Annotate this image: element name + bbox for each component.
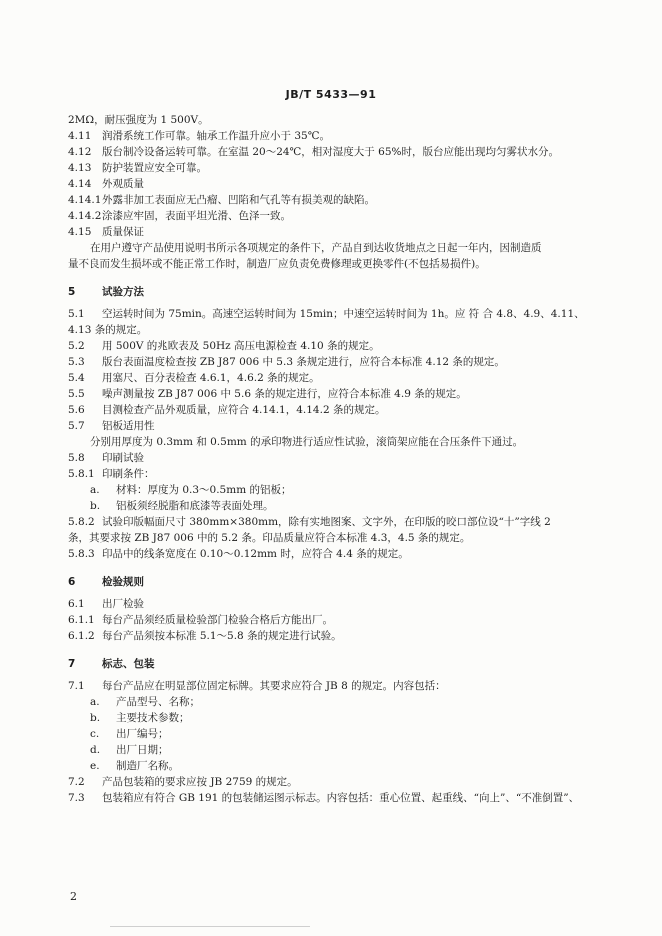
text-line xyxy=(68,530,602,546)
section-heading xyxy=(68,574,602,590)
line-text: 版台制冷设备运转可靠。在室温 20～24℃，相对湿度大于 65%时，版台应能出现均匀雾状水分。 xyxy=(102,146,559,158)
text-line xyxy=(68,678,602,694)
line-text: 每台产品须经质量检验部门检验合格后方能出厂。 xyxy=(102,614,333,626)
line-text: 包装箱应有符合 GB 191 的包装储运图示标志。内容包括：重心位置、起重线、“向上”、“不准倒置”、 xyxy=(102,792,580,804)
line-text: 出厂编号； xyxy=(116,728,169,740)
text-line xyxy=(68,224,602,240)
text-line xyxy=(68,192,602,208)
list-label: d. xyxy=(90,744,101,756)
text-line xyxy=(68,546,602,562)
clause-number: 4.14.2 xyxy=(68,210,102,222)
clause-number: 5.1 xyxy=(68,308,85,320)
clause-number: 6.1.2 xyxy=(68,630,95,642)
line-text: 印刷试验 xyxy=(102,452,144,464)
line-text: 铝板须经脱脂和底漆等表面处理。 xyxy=(116,500,274,512)
document-body xyxy=(68,112,602,806)
list-label: a. xyxy=(90,484,100,496)
text-line xyxy=(68,386,602,402)
clause-number: 5.3 xyxy=(68,356,85,368)
section-heading xyxy=(68,656,602,672)
list-label: e. xyxy=(90,760,100,772)
text-line xyxy=(68,370,602,386)
text-line xyxy=(68,418,602,434)
list-label: b. xyxy=(90,712,101,724)
line-text: 防护装置应安全可靠。 xyxy=(102,162,207,174)
text-line xyxy=(68,612,602,628)
text-line xyxy=(68,160,602,176)
line-text: 试验方法 xyxy=(102,286,144,298)
scan-artifact-line xyxy=(110,926,310,927)
text-line xyxy=(68,758,602,774)
spacer xyxy=(68,272,602,284)
line-text: 出厂日期； xyxy=(116,744,169,756)
line-text: 润滑系统工作可靠。轴承工作温升应小于 35℃。 xyxy=(102,130,330,142)
line-text: 制造厂名称。 xyxy=(116,760,179,772)
text-line xyxy=(68,790,602,806)
line-text: 质量保证 xyxy=(102,226,144,238)
clause-number: 4.15 xyxy=(68,226,92,238)
page-header: JB/T 5433—91 xyxy=(285,88,377,101)
line-text: 印品中的线条宽度在 0.10～0.12mm 时，应符合 4.4 条的规定。 xyxy=(102,548,409,560)
text-line xyxy=(68,128,602,144)
clause-number: 6 xyxy=(68,576,76,588)
text-line xyxy=(68,354,602,370)
clause-number: 5.2 xyxy=(68,340,85,352)
clause-number: 7.3 xyxy=(68,792,85,804)
section-heading xyxy=(68,284,602,300)
text-line xyxy=(68,322,602,338)
list-label: c. xyxy=(90,728,100,740)
line-text: 每台产品须按本标准 5.1～5.8 条的规定进行试验。 xyxy=(102,630,342,642)
text-line xyxy=(68,176,602,192)
clause-number: 5 xyxy=(68,286,76,298)
clause-number: 5.6 xyxy=(68,404,85,416)
spacer xyxy=(68,562,602,574)
text-line xyxy=(68,596,602,612)
text-line xyxy=(68,774,602,790)
text-line xyxy=(68,694,602,710)
clause-number: 4.14.1 xyxy=(68,194,102,206)
clause-number: 4.12 xyxy=(68,146,92,158)
clause-number: 4.13 xyxy=(68,162,92,174)
line-text: 版台表面温度检查按 ZB J87 006 中 5.3 条规定进行，应符合本标准 4.12 条的规定。 xyxy=(102,356,505,368)
text-line xyxy=(68,402,602,418)
clause-number: 4.11 xyxy=(68,130,92,142)
line-text: 4.13 条的规定。 xyxy=(68,324,148,336)
text-line xyxy=(68,710,602,726)
clause-number: 5.8.3 xyxy=(68,548,95,560)
clause-number: 5.8.2 xyxy=(68,516,95,528)
text-line xyxy=(68,450,602,466)
text-line xyxy=(68,338,602,354)
clause-number: 7 xyxy=(68,658,76,670)
text-line xyxy=(68,434,602,450)
line-text: 分别用厚度为 0.3mm 和 0.5mm 的承印物进行适应性试验，滚筒架应能在合压条件下通过。 xyxy=(90,436,524,448)
line-text: 试验印版幅面尺寸 380mm×380mm，除有实地图案、文字外，在印版的咬口部位设“十”字线 2 xyxy=(102,516,551,528)
line-text: 涂漆应牢固，表面平坦光滑、色泽一致。 xyxy=(102,210,291,222)
line-text: 在用户遵守产品使用说明书所示各项规定的条件下，产品自到达收货地点之日起一年内，因制造质 xyxy=(90,242,542,254)
text-line xyxy=(68,144,602,160)
line-text: 外露非加工表面应无凸瘤、凹陷和气孔等有损美观的缺陷。 xyxy=(102,194,375,206)
text-line xyxy=(68,742,602,758)
clause-number: 6.1 xyxy=(68,598,85,610)
text-line xyxy=(68,208,602,224)
text-line xyxy=(68,498,602,514)
text-line xyxy=(68,514,602,530)
line-text: 用塞尺、百分表检查 4.6.1，4.6.2 条的规定。 xyxy=(102,372,320,384)
line-text: 产品包装箱的要求应按 JB 2759 的规定。 xyxy=(102,776,298,788)
line-text: 2MΩ，耐压强度为 1 500V。 xyxy=(68,114,209,126)
line-text: 用 500V 的兆欧表及 50Hz 高压电源检查 4.10 条的规定。 xyxy=(102,340,380,352)
line-text: 量不良而发生损坏或不能正常工作时，制造厂应负责免费修理或更换零件(不包括易损件)。 xyxy=(68,258,486,270)
clause-number: 7.1 xyxy=(68,680,85,692)
line-text: 出厂检验 xyxy=(102,598,144,610)
line-text: 空运转时间为 75min。高速空运转时间为 15min；中速空运转时间为 1h。应 符 合 4.8、4.9、4.11、 xyxy=(102,308,585,320)
page-number: 2 xyxy=(70,890,77,903)
line-text: 条，其要求按 ZB J87 006 中的 5.2 条。印品质量应符合本标准 4.3，4.5 条的规定。 xyxy=(68,532,471,544)
text-line xyxy=(68,628,602,644)
line-text: 铝板适用性 xyxy=(102,420,155,432)
spacer xyxy=(68,644,602,656)
text-line xyxy=(68,112,602,128)
line-text: 目测检查产品外观质量，应符合 4.14.1，4.14.2 条的规定。 xyxy=(102,404,386,416)
line-text: 每台产品应在明显部位固定标牌。其要求应符合 JB 8 的规定。内容包括： xyxy=(102,680,446,692)
clause-number: 5.7 xyxy=(68,420,85,432)
list-label: b. xyxy=(90,500,101,512)
line-text: 主要技术参数； xyxy=(116,712,190,724)
line-text: 标志、包装 xyxy=(102,658,155,670)
clause-number: 6.1.1 xyxy=(68,614,95,626)
clause-number: 7.2 xyxy=(68,776,85,788)
line-text: 噪声测量按 ZB J87 006 中 5.6 条的规定进行，应符合本标准 4.9 条的规定。 xyxy=(102,388,467,400)
line-text: 检验规则 xyxy=(102,576,144,588)
text-line xyxy=(68,726,602,742)
clause-number: 5.8 xyxy=(68,452,85,464)
list-label: a. xyxy=(90,696,100,708)
text-line xyxy=(68,306,602,322)
line-text: 印刷条件： xyxy=(102,468,155,480)
text-line xyxy=(68,482,602,498)
line-text: 产品型号、名称； xyxy=(116,696,200,708)
line-text: 外观质量 xyxy=(102,178,144,190)
clause-number: 5.4 xyxy=(68,372,85,384)
line-text: 材料：厚度为 0.3～0.5mm 的铝板； xyxy=(116,484,292,496)
text-line xyxy=(68,240,602,256)
clause-number: 5.8.1 xyxy=(68,468,95,480)
text-line xyxy=(68,256,602,272)
clause-number: 5.5 xyxy=(68,388,85,400)
text-line xyxy=(68,466,602,482)
clause-number: 4.14 xyxy=(68,178,92,190)
